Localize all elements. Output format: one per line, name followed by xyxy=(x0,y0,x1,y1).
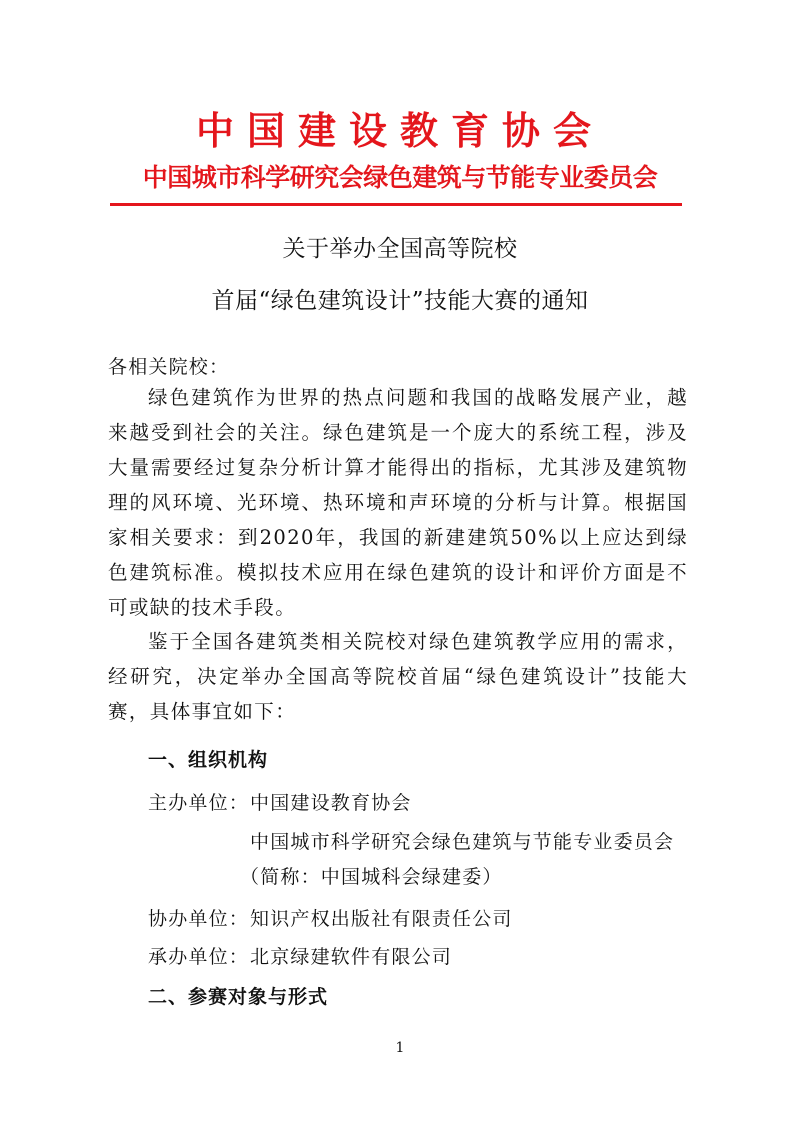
section-1-heading: 一、组织机构 xyxy=(148,749,269,771)
co-host-org: 知识产权出版社有限责任公司 xyxy=(250,908,513,930)
section-2-heading: 二、参赛对象与形式 xyxy=(148,986,329,1008)
letterhead-org-primary: 中国建设教育协会 xyxy=(195,109,604,153)
letterhead-org-secondary: 中国城市科学研究会绿色建筑与节能专业委员会 xyxy=(142,163,658,192)
salutation: 各相关院校： xyxy=(108,356,230,378)
host-org-1: 中国建设教育协会 xyxy=(250,792,412,814)
host-org-2-abbreviation: （简称：中国城科会绿建委） xyxy=(240,866,503,888)
co-host-label: 协办单位： xyxy=(148,908,250,930)
paragraph-background: 绿色建筑作为世界的热点问题和我国的战略发展产业，越来越受到社会的关注。绿色建筑是一个庞大的系统工程，涉及大量需要经过复杂分析计算才能得出的指标，尤其涉及建筑物理的风环境、光环境、热环境和声环境的分析与计算。根据国家相关要求：到2020年，我国的新建建筑50%以上应达到绿色建筑标准。模拟技术应用在绿色建筑的设计和评价方面是不可或缺的技术手段。 xyxy=(108,386,688,619)
notice-title-line2: 首届“绿色建筑设计”技能大赛的通知 xyxy=(211,288,589,314)
host-org-2: 中国城市科学研究会绿色建筑与节能专业委员会 xyxy=(250,831,675,853)
page-number: 1 xyxy=(395,1040,405,1056)
notice-title-line1: 关于举办全国高等院校 xyxy=(282,236,518,262)
host-label: 主办单位： xyxy=(148,792,250,814)
organizer-org: 北京绿建软件有限公司 xyxy=(250,946,453,968)
letterhead-divider xyxy=(110,203,682,206)
organizer-label: 承办单位： xyxy=(148,946,250,968)
paragraph-decision: 鉴于全国各建筑类相关院校对绿色建筑教学应用的需求，经研究，决定举办全国高等院校首届“绿色建筑设计”技能大赛，具体事宜如下： xyxy=(108,630,688,723)
